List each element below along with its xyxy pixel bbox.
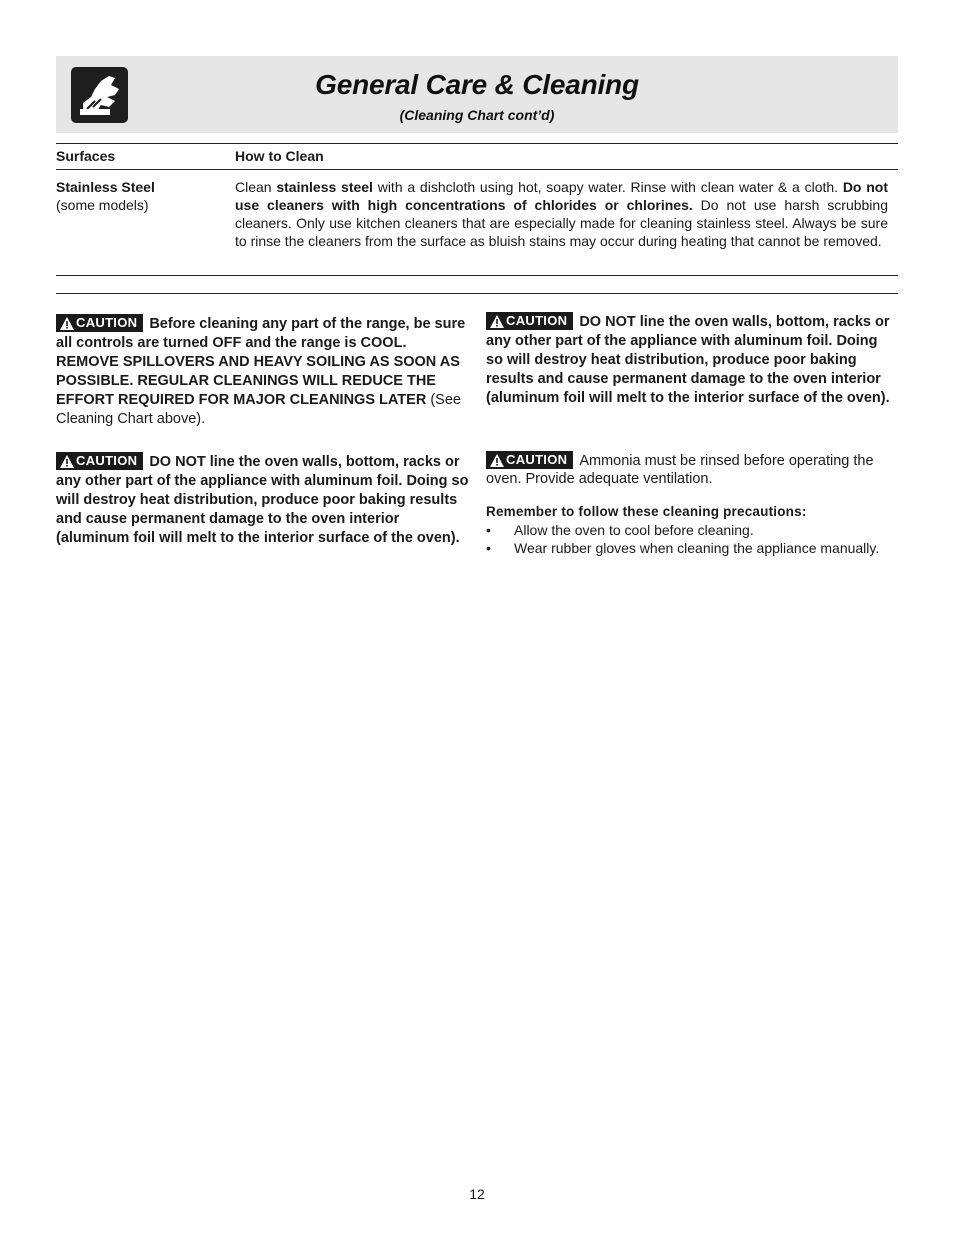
page-title: General Care & Cleaning <box>315 69 639 100</box>
table-top-rule <box>56 143 898 144</box>
caution-2-bold-text: DO NOT line the oven walls, bottom, racks or any other part of the appliance with aluminum foil. Doing so will destroy heat distribution, produce poor baking results and cause permanent damage to the oven interior (aluminum foil will melt to the interior surface of the oven). <box>56 454 469 546</box>
surface-note: (some models) <box>56 197 149 213</box>
caution-block-4 <box>486 451 886 488</box>
warning-triangle-icon <box>490 315 504 328</box>
caution-block-2 <box>56 452 470 548</box>
caution-badge: CAUTION <box>56 452 143 470</box>
precautions-heading: Remember to follow these cleaning precautions: <box>486 504 807 519</box>
table-row-surface <box>56 178 155 214</box>
caution-1-text: (See Cleaning Chart above). <box>56 392 461 427</box>
table-header-rule <box>56 169 898 170</box>
list-item: • Allow the oven to cool before cleaning. <box>486 522 754 538</box>
warning-triangle-icon <box>60 455 74 468</box>
caution-block-1 <box>56 314 468 429</box>
bullet: • <box>486 540 491 556</box>
caution-block-3 <box>486 312 894 408</box>
column-header-how-to-clean: How to Clean <box>235 148 324 164</box>
column-header-surfaces: Surfaces <box>56 148 116 164</box>
caution-4-text: Ammonia must be rinsed before operating the oven. Provide adequate ventilation. <box>486 453 874 487</box>
page-header <box>56 56 898 133</box>
caution-badge: CAUTION <box>486 451 573 469</box>
precautions-list <box>486 521 879 557</box>
how-bold-2: Do not use cleaners with high concentrations of chlorides or chlorines. <box>235 179 889 213</box>
caution-badge: CAUTION <box>486 312 573 330</box>
page-subtitle: (Cleaning Chart cont’d) <box>399 107 555 123</box>
warning-triangle-icon <box>60 317 74 330</box>
caution-badge: CAUTION <box>56 314 143 332</box>
bullet: • <box>486 522 491 538</box>
how-bold-1: stainless steel <box>276 179 373 195</box>
caution-3-bold-text: DO NOT line the oven walls, bottom, racks or any other part of the appliance with aluminum foil. Doing so will destroy heat distribution, produce poor baking results and cause permanent damage to the oven interior (aluminum foil will melt to the interior surface of the oven). <box>486 314 890 406</box>
table-bottom-rule <box>56 275 898 276</box>
how-text-1: Clean <box>235 179 277 195</box>
page-number: 12 <box>469 1186 485 1202</box>
list-item: • Wear rubber gloves when cleaning the appliance manually. <box>486 540 880 556</box>
table-row-how-to-clean <box>235 178 888 250</box>
section-rule <box>56 293 898 294</box>
caution-1-bold-text: Before cleaning any part of the range, be sure all controls are turned OFF and the range is COOL. REMOVE SPILLOVERS AND HEAVY SOILING AS SOON AS POSSIBLE. REGULAR CLEANINGS WILL REDUCE THE EFFORT REQUIRED FOR MAJOR CLEANINGS LATER <box>56 316 466 408</box>
warning-triangle-icon <box>490 454 504 467</box>
how-text-2: with a dishcloth using hot, soapy water. Rinse with clean water & a cloth. <box>372 179 843 195</box>
how-text-3: Do not use harsh scrubbing cleaners. Only use kitchen cleaners that are especially made for cleaning stainless steel. Always be sure to rinse the cleaners from the surface as bluish stains may occur during heating that cannot be removed. <box>235 197 888 249</box>
surface-name: Stainless Steel <box>56 179 155 195</box>
